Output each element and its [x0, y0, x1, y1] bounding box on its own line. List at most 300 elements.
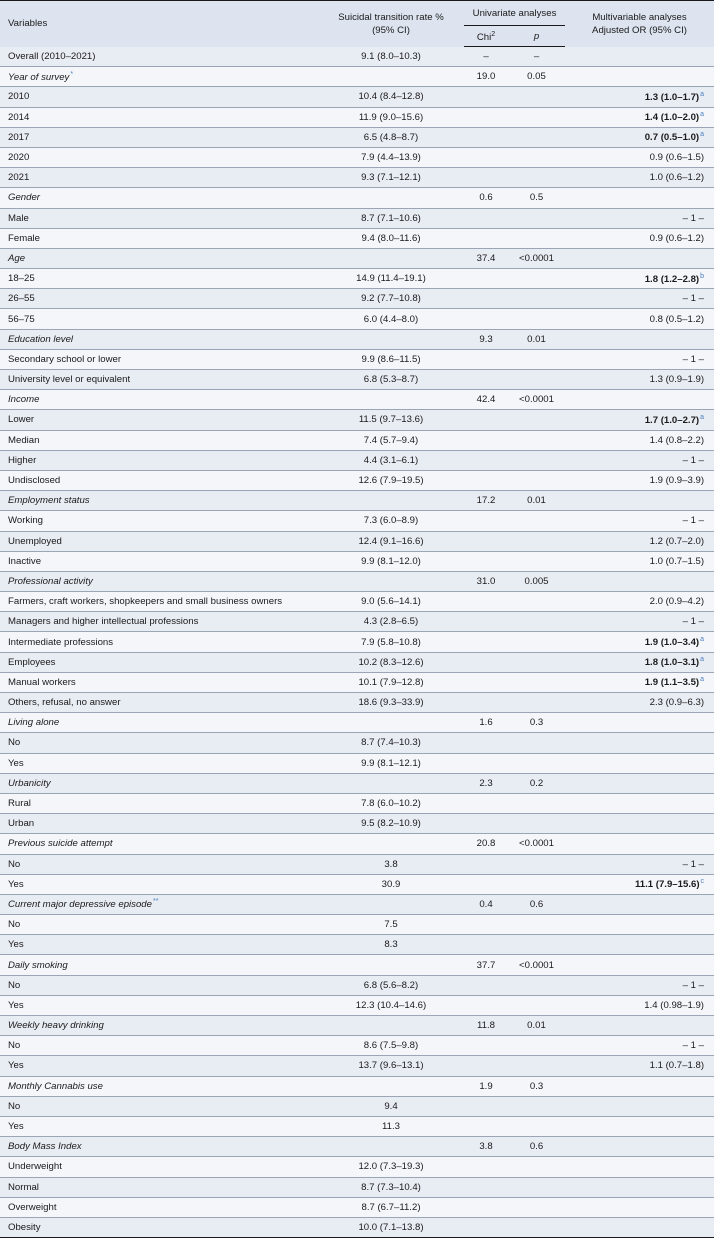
or-cell	[565, 733, 714, 753]
p-cell	[508, 188, 565, 208]
or-cell	[565, 127, 714, 147]
variable-cell-text: Yes	[8, 999, 24, 1011]
chi-cell	[464, 430, 508, 450]
or-cell	[565, 410, 714, 430]
table-row	[0, 87, 714, 107]
or-cell	[565, 693, 714, 713]
rate-cell	[318, 975, 464, 995]
category-row	[0, 571, 714, 591]
rate-cell	[318, 349, 464, 369]
or-cell	[565, 188, 714, 208]
p-cell	[508, 309, 565, 329]
footnote-marker: a	[700, 111, 705, 119]
or-cell	[565, 269, 714, 289]
table-header	[0, 1, 714, 47]
or-cell	[565, 1217, 714, 1237]
footnote-marker: *	[70, 70, 74, 78]
or-cell-text: 0.9 (0.6–1.5)	[649, 152, 705, 164]
variable-cell-text: Employment status	[8, 495, 90, 507]
variable-cell-text: 56–75	[8, 313, 35, 325]
variable-cell	[0, 370, 318, 390]
chi-cell	[464, 147, 508, 167]
table-row	[0, 733, 714, 753]
or-cell	[565, 1076, 714, 1096]
chi-cell	[464, 390, 508, 410]
chi-cell	[464, 915, 508, 935]
variable-cell	[0, 390, 318, 410]
table-row	[0, 693, 714, 713]
variable-cell-text: Monthly Cannabis use	[8, 1080, 103, 1092]
p-cell	[508, 410, 565, 430]
rate-cell	[318, 1177, 464, 1197]
variable-cell-text: Higher	[8, 454, 37, 466]
rate-cell	[318, 1016, 464, 1036]
or-cell-text: – 1 –	[682, 515, 705, 527]
rate-cell	[318, 1217, 464, 1237]
or-cell	[565, 955, 714, 975]
rate-cell-text: 7.5	[384, 919, 398, 931]
or-cell	[565, 1016, 714, 1036]
chi-cell	[464, 1016, 508, 1036]
or-cell	[565, 592, 714, 612]
p-cell	[508, 269, 565, 289]
rate-cell-text: 8.3	[384, 939, 398, 951]
variable-cell	[0, 652, 318, 672]
variable-cell-text: Professional activity	[8, 575, 93, 587]
p-cell	[508, 289, 565, 309]
variable-cell-text: Unemployed	[8, 535, 62, 547]
or-cell-text: – 1 –	[682, 293, 705, 305]
rate-cell	[318, 511, 464, 531]
header-multivariable	[565, 1, 714, 47]
chi-cell	[464, 470, 508, 490]
variable-cell-text: 2014	[8, 111, 30, 123]
p-cell	[508, 894, 565, 914]
table-row	[0, 793, 714, 813]
rate-cell	[318, 390, 464, 410]
header-chi-label: Chi	[476, 32, 492, 44]
p-cell-text: <0.0001	[519, 959, 554, 971]
rate-cell	[318, 370, 464, 390]
or-cell-text: 1.3 (1.0–1.7)	[644, 92, 700, 104]
header-rate-line1: Suicidal transition rate %	[338, 11, 444, 23]
category-row	[0, 329, 714, 349]
rate-cell-text: 7.4 (5.7–9.4)	[363, 434, 419, 446]
footnote-marker: a	[700, 413, 705, 421]
variable-cell	[0, 107, 318, 127]
chi-cell-text: 42.4	[476, 394, 496, 406]
variable-cell	[0, 269, 318, 289]
category-row	[0, 67, 714, 87]
header-variables: Variables	[0, 1, 318, 47]
or-cell-text: – 1 –	[682, 616, 705, 628]
rate-cell-text: 9.0 (5.6–14.1)	[361, 596, 421, 608]
rate-cell	[318, 713, 464, 733]
variable-cell-text: University level or equivalent	[8, 374, 131, 386]
rate-cell	[318, 531, 464, 551]
category-row	[0, 773, 714, 793]
header-p-label: p	[533, 30, 540, 42]
p-cell	[508, 672, 565, 692]
table-row	[0, 612, 714, 632]
p-cell	[508, 713, 565, 733]
variable-cell-text: No	[8, 1040, 21, 1052]
table-row	[0, 430, 714, 450]
rate-cell-text: 4.3 (2.8–6.5)	[363, 616, 419, 628]
variable-cell	[0, 1016, 318, 1036]
table-row	[0, 652, 714, 672]
variable-cell-text: Intermediate professions	[8, 636, 114, 648]
category-row	[0, 1076, 714, 1096]
or-cell-text: 0.9 (0.6–1.2)	[649, 232, 705, 244]
or-cell-text: 1.8 (1.0–3.1)	[644, 657, 700, 669]
header-rate	[318, 1, 464, 47]
variable-cell-text: Obesity	[8, 1221, 41, 1233]
or-cell	[565, 632, 714, 652]
p-cell	[508, 329, 565, 349]
table-row	[0, 632, 714, 652]
chi-cell	[464, 47, 508, 67]
p-cell	[508, 87, 565, 107]
or-cell-text: 0.8 (0.5–1.2)	[649, 313, 705, 325]
p-cell	[508, 1056, 565, 1076]
variable-cell	[0, 67, 318, 87]
p-cell-text: <0.0001	[519, 252, 554, 264]
p-cell	[508, 1096, 565, 1116]
p-cell	[508, 753, 565, 773]
rate-cell	[318, 208, 464, 228]
footnote-marker: a	[700, 656, 705, 664]
category-row	[0, 248, 714, 268]
table-row	[0, 147, 714, 167]
rate-cell-text: 9.1 (8.0–10.3)	[361, 50, 421, 62]
or-cell	[565, 915, 714, 935]
chi-cell	[464, 370, 508, 390]
variable-cell-text: Yes	[8, 1121, 24, 1133]
p-cell-text: 0.6	[529, 898, 544, 910]
or-cell-text: 1.3 (0.9–1.9)	[649, 374, 705, 386]
table-row	[0, 1056, 714, 1076]
rate-cell-text: 8.7 (7.1–10.6)	[361, 212, 421, 224]
or-cell	[565, 571, 714, 591]
rate-cell-text: 12.3 (10.4–14.6)	[355, 999, 427, 1011]
or-cell-text: 1.4 (0.98–1.9)	[644, 999, 705, 1011]
or-cell	[565, 47, 714, 67]
variable-cell-text: Male	[8, 212, 29, 224]
variable-cell	[0, 955, 318, 975]
header-rate-line2: (95% CI)	[372, 24, 410, 36]
variable-cell-text: Previous suicide attempt	[8, 838, 113, 850]
p-cell	[508, 1217, 565, 1237]
rate-cell	[318, 693, 464, 713]
chi-cell	[464, 612, 508, 632]
variable-cell	[0, 1137, 318, 1157]
chi-cell	[464, 733, 508, 753]
variable-cell-text: Gender	[8, 192, 40, 204]
p-cell	[508, 1197, 565, 1217]
or-cell	[565, 753, 714, 773]
p-cell	[508, 1157, 565, 1177]
variable-cell-text: Yes	[8, 757, 24, 769]
rate-cell	[318, 1157, 464, 1177]
header-univariate: Univariate analyses	[464, 1, 565, 26]
variable-cell	[0, 1096, 318, 1116]
variable-cell	[0, 632, 318, 652]
rate-cell-text: 9.9 (8.6–11.5)	[361, 353, 421, 365]
p-cell-text: 0.3	[529, 717, 544, 729]
rate-cell	[318, 612, 464, 632]
chi-cell	[464, 894, 508, 914]
p-cell	[508, 652, 565, 672]
table-row	[0, 269, 714, 289]
footnote-marker: a	[700, 676, 705, 684]
rate-cell	[318, 773, 464, 793]
footnote-marker: a	[700, 131, 705, 139]
rate-cell	[318, 1116, 464, 1136]
rate-cell	[318, 127, 464, 147]
variable-cell-text: Education level	[8, 333, 74, 345]
chi-cell	[464, 753, 508, 773]
p-cell	[508, 854, 565, 874]
variable-cell	[0, 995, 318, 1015]
chi-cell	[464, 773, 508, 793]
or-cell	[565, 834, 714, 854]
or-cell	[565, 713, 714, 733]
variable-cell-text: Underweight	[8, 1161, 62, 1173]
variable-cell-text: Urbanicity	[8, 777, 51, 789]
p-cell	[508, 551, 565, 571]
or-cell-text: 1.9 (1.0–3.4)	[644, 637, 700, 649]
variable-cell	[0, 915, 318, 935]
variable-cell-text: Body Mass Index	[8, 1141, 82, 1153]
p-cell	[508, 127, 565, 147]
chi-cell	[464, 814, 508, 834]
chi-cell-text: 3.8	[479, 1141, 493, 1153]
table-row	[0, 1157, 714, 1177]
or-cell	[565, 1177, 714, 1197]
or-cell-text: 1.9 (0.9–3.9)	[649, 475, 705, 487]
rate-cell-text: 7.9 (5.8–10.8)	[361, 636, 421, 648]
variable-cell	[0, 47, 318, 67]
variable-cell	[0, 672, 318, 692]
p-cell	[508, 107, 565, 127]
chi-cell-text: 17.2	[476, 495, 496, 507]
chi-cell	[464, 854, 508, 874]
rate-cell	[318, 470, 464, 490]
variable-cell	[0, 793, 318, 813]
variable-cell	[0, 289, 318, 309]
rate-cell	[318, 188, 464, 208]
p-cell	[508, 147, 565, 167]
variable-cell-text: 2017	[8, 131, 30, 143]
table-row	[0, 1217, 714, 1237]
or-cell	[565, 370, 714, 390]
rate-cell-text: 9.9 (8.1–12.1)	[361, 757, 421, 769]
p-cell-text: –	[533, 51, 540, 63]
variable-cell	[0, 248, 318, 268]
variable-cell-text: 26–55	[8, 293, 35, 305]
variable-cell-text: Yes	[8, 878, 24, 890]
table-row	[0, 1036, 714, 1056]
p-cell	[508, 1016, 565, 1036]
p-cell	[508, 390, 565, 410]
rate-cell-text: 10.0 (7.1–13.8)	[358, 1221, 424, 1233]
chi-cell	[464, 551, 508, 571]
rate-cell-text: 9.2 (7.7–10.8)	[361, 293, 421, 305]
variable-cell	[0, 894, 318, 914]
rate-cell-text: 30.9	[381, 878, 401, 890]
chi-cell	[464, 955, 508, 975]
p-cell	[508, 1177, 565, 1197]
rate-cell	[318, 410, 464, 430]
rate-cell-text: 7.9 (4.4–13.9)	[361, 152, 421, 164]
chi-cell	[464, 1177, 508, 1197]
or-cell	[565, 612, 714, 632]
variable-cell-text: Lower	[8, 414, 35, 426]
rate-cell	[318, 289, 464, 309]
chi-cell-text: 1.6	[479, 717, 493, 729]
variable-cell	[0, 1157, 318, 1177]
variable-cell-text: No	[8, 919, 21, 931]
p-cell-text: 0.2	[529, 777, 544, 789]
chi-cell-text: 0.6	[479, 192, 493, 204]
p-cell-text: 0.005	[524, 575, 549, 587]
or-cell	[565, 1157, 714, 1177]
variable-cell	[0, 814, 318, 834]
rate-cell	[318, 1056, 464, 1076]
rate-cell	[318, 995, 464, 1015]
p-cell	[508, 1116, 565, 1136]
rate-cell	[318, 652, 464, 672]
variable-cell-text: Employees	[8, 656, 56, 668]
variable-cell	[0, 511, 318, 531]
chi-cell	[464, 188, 508, 208]
variable-cell-text: Age	[8, 252, 26, 264]
variable-cell	[0, 430, 318, 450]
or-cell	[565, 975, 714, 995]
chi-cell	[464, 491, 508, 511]
p-cell	[508, 955, 565, 975]
variable-cell	[0, 713, 318, 733]
chi-cell	[464, 874, 508, 894]
header-multi-line1: Multivariable analyses	[592, 11, 687, 23]
p-cell	[508, 834, 565, 854]
rate-cell	[318, 430, 464, 450]
table-row	[0, 47, 714, 67]
or-cell	[565, 1036, 714, 1056]
rate-cell	[318, 854, 464, 874]
rate-cell-text: 6.0 (4.4–8.0)	[363, 313, 419, 325]
or-cell	[565, 1137, 714, 1157]
p-cell	[508, 632, 565, 652]
rate-cell-text: 10.1 (7.9–12.8)	[358, 676, 424, 688]
or-cell	[565, 511, 714, 531]
chi-cell	[464, 713, 508, 733]
rate-cell-text: 3.8	[384, 858, 398, 870]
rate-cell	[318, 955, 464, 975]
p-cell	[508, 168, 565, 188]
rate-cell	[318, 753, 464, 773]
header-multi-line2: Adjusted OR (95% CI)	[592, 24, 687, 36]
or-cell	[565, 894, 714, 914]
p-cell-text: 0.05	[527, 71, 546, 83]
table-row	[0, 1116, 714, 1136]
variable-cell	[0, 228, 318, 248]
or-cell	[565, 349, 714, 369]
or-cell	[565, 531, 714, 551]
or-cell-text: – 1 –	[682, 858, 705, 870]
variable-cell-text: Working	[8, 515, 44, 527]
or-cell	[565, 329, 714, 349]
chi-cell	[464, 208, 508, 228]
p-cell	[508, 491, 565, 511]
p-cell	[508, 773, 565, 793]
variable-cell	[0, 935, 318, 955]
variable-cell	[0, 551, 318, 571]
rate-cell-text: 11.3	[382, 1121, 400, 1133]
chi-cell	[464, 511, 508, 531]
rate-cell-text: 11.9 (9.0–15.6)	[358, 111, 424, 123]
rate-cell-text: 6.8 (5.6–8.2)	[363, 979, 419, 991]
p-cell	[508, 450, 565, 470]
variable-cell	[0, 1177, 318, 1197]
chi-cell	[464, 935, 508, 955]
rate-cell-text: 14.9 (11.4–19.1)	[356, 273, 426, 285]
table-row	[0, 995, 714, 1015]
variable-cell-text: Living alone	[8, 717, 60, 729]
rate-cell-text: 7.8 (6.0–10.2)	[361, 798, 421, 810]
variable-cell	[0, 592, 318, 612]
chi-cell	[464, 1137, 508, 1157]
or-cell-text: – 1 –	[682, 212, 705, 224]
chi-cell	[464, 1197, 508, 1217]
chi-cell-text: 2.3	[479, 777, 493, 789]
or-cell	[565, 551, 714, 571]
table-row	[0, 289, 714, 309]
or-cell	[565, 491, 714, 511]
variable-cell-text: Income	[8, 394, 40, 406]
variable-cell-text: Others, refusal, no answer	[8, 697, 121, 709]
variable-cell-text: Weekly heavy drinking	[8, 1020, 104, 1032]
variable-cell-text: Overweight	[8, 1201, 57, 1213]
table-row	[0, 349, 714, 369]
header-chi	[464, 26, 508, 47]
variable-cell-text: Normal	[8, 1181, 39, 1193]
or-cell	[565, 107, 714, 127]
table-row	[0, 309, 714, 329]
variable-cell	[0, 531, 318, 551]
variable-cell-text: Overall (2010–2021)	[8, 50, 96, 62]
table-row	[0, 410, 714, 430]
p-cell	[508, 228, 565, 248]
variable-cell-text: Female	[8, 232, 40, 244]
or-cell	[565, 430, 714, 450]
variable-cell-text: No	[8, 737, 21, 749]
variable-cell	[0, 491, 318, 511]
variable-cell	[0, 470, 318, 490]
chi-cell	[464, 349, 508, 369]
p-cell	[508, 248, 565, 268]
rate-cell-text: 6.8 (5.3–8.7)	[363, 374, 419, 386]
p-cell	[508, 47, 565, 67]
or-cell	[565, 309, 714, 329]
rate-cell	[318, 248, 464, 268]
variable-cell-text: 2020	[8, 152, 30, 164]
p-cell	[508, 693, 565, 713]
p-cell	[508, 470, 565, 490]
or-cell	[565, 147, 714, 167]
variable-cell	[0, 834, 318, 854]
